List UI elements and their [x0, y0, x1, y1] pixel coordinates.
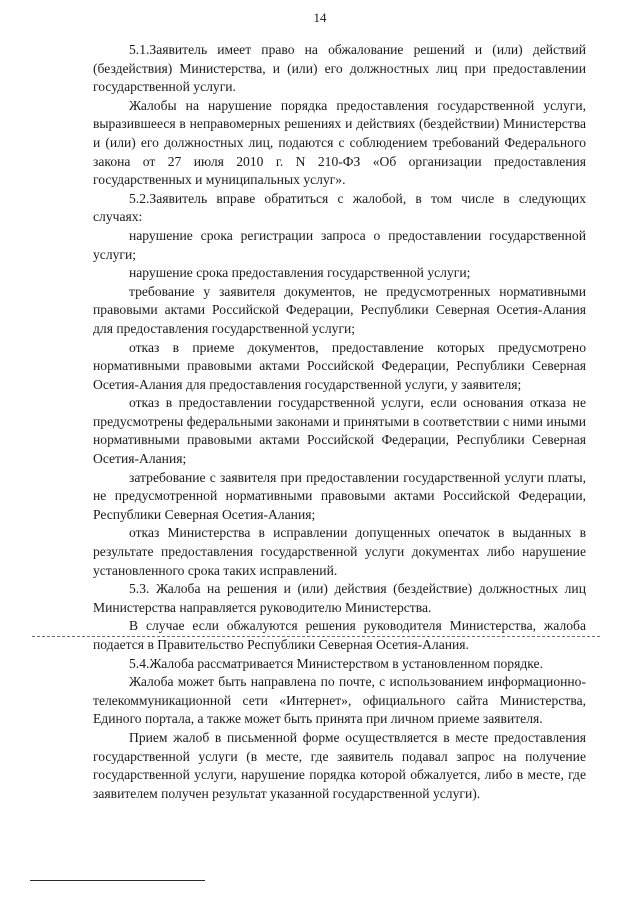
list-item-service-delay: нарушение срока предоставления государственной услуги; [129, 265, 471, 281]
page-number: 14 [313, 10, 327, 25]
paragraph-5-2: 5.2.Заявитель вправе обратиться с жалобой, в том числе в следующих случаях: [93, 190, 586, 225]
paragraph-5-1: 5.1.Заявитель имеет право на обжалование решений и (или) действий (бездействия) Министерства, и (или) его должностных лиц при предоставлении государственной услуги. [93, 42, 586, 95]
footnote-separator [30, 880, 205, 881]
paragraph-submission-channels: Жалоба может быть направлена по почте, с использованием информационно-телекоммуникационной сети «Интернет», официального сайта Министерства, Единого портала, а также может быть принята при личном приеме заявителя. [93, 674, 586, 727]
list-item-fee-demand: затребование с заявителя при предоставлении государственной услуги платы, не предусмотренной нормативными правовыми актами Российской Федерации, Республики Северная Осетия-Алания; [93, 469, 586, 522]
list-item-typo-correction: отказ Министерства в исправлении допущенных опечаток в выданных в результате предоставления государственной услуги документах либо нарушение установленного срока таких исправлений. [93, 525, 586, 578]
list-item-extra-documents: требование у заявителя документов, не предусмотренных нормативными правовыми актами Российской Федерации, Республики Северная Осетия-Алания для предоставления государственной услуги; [93, 283, 586, 336]
page-break-dashed-line [32, 636, 600, 637]
paragraph-minister-appeal: В случае если обжалуются решения руководителя Министерства, жалоба подается в Правительство Республики Северная Осетия-Алания. [93, 618, 586, 652]
paragraph-written-complaints: Прием жалоб в письменной форме осуществляется в месте предоставления государственной услуги (в месте, где заявитель подавал запрос на получение государственной услуги, нарушение порядка которой обжалуется, либо в месте, где заявителем получен результат указанной государственной услуги). [93, 729, 586, 801]
paragraph-5-4: 5.4.Жалоба рассматривается Министерством в установленном порядке. [129, 655, 543, 671]
document-body [93, 41, 586, 803]
list-item-service-refusal: отказ в предоставлении государственной услуги, если основания отказа не предусмотрены федеральными законами и принятыми в соответствии с ними иными нормативными правовыми актами Российской Федерации, Республики Северная Осетия-Алания; [93, 395, 586, 467]
paragraph-complaints-intro: Жалобы на нарушение порядка предоставления государственной услуги, выразившееся в неправомерных решениях и действиях (бездействии) Министерства и (или) его должностных лиц, подаются с соблюдением требований Федерального закона от 27 июля 2010 г. N 210-ФЗ «Об организации предоставления государственных и муниципальных услуг». [93, 97, 586, 188]
list-item-document-refusal: отказ в приеме документов, предоставление которых предусмотрено нормативными правовыми актами Российской Федерации, Республики Северная Осетия-Алания для предоставления государственной услуги, у заявителя; [93, 339, 586, 392]
paragraph-5-3: 5.3. Жалоба на решения и (или) действия (бездействие) должностных лиц Министерства направляется руководителю Министерства. [93, 581, 586, 615]
list-item-registration-delay: нарушение срока регистрации запроса о предоставлении государственной услуги; [93, 227, 586, 262]
